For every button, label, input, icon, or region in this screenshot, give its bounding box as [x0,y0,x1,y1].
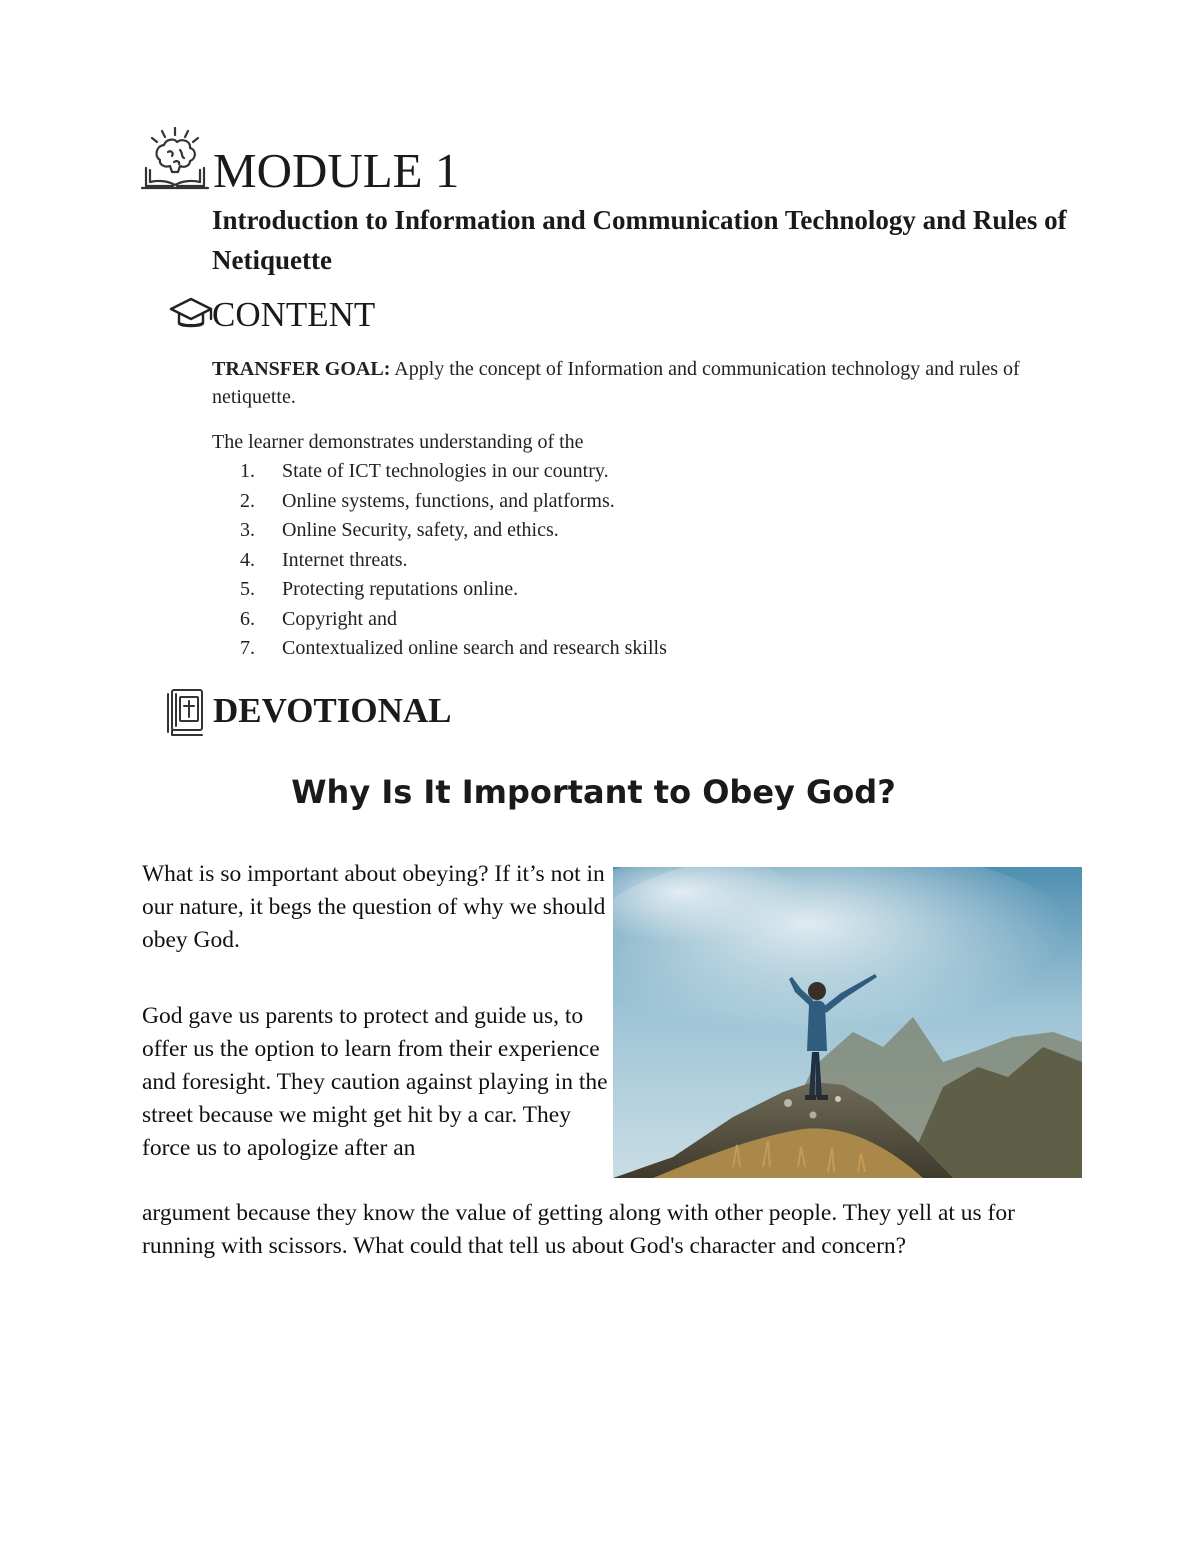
list-number: 1. [240,460,255,482]
list-number: 2. [240,489,255,512]
devotional-paragraph-2-continued: argument because they know the value of getting along with other people. They yell at us for running with scissors. What could that tell us about God's character and concern? [142,1200,1015,1259]
list-text: Online Security, safety, and ethics. [282,519,559,541]
list-item [240,575,667,605]
list-number: 7. [240,637,255,659]
list-number: 6. [240,607,255,630]
module-title: MODULE 1 [213,143,460,198]
devotional-paragraph-1: What is so important about obeying? If it’s not in our nature, it begs the question of why we should obey God. [142,861,606,953]
list-number: 3. [240,519,255,541]
list-item [240,605,667,635]
learning-outcomes-list [240,457,667,664]
list-text: Copyright and [282,607,397,630]
list-number: 5. [240,578,255,600]
list-item [240,546,667,576]
list-number: 4. [240,548,255,571]
devotional-title: Why Is It Important to Obey God? [291,773,896,811]
devotional-heading: DEVOTIONAL [213,691,452,730]
transfer-goal [212,355,1092,411]
list-text: Protecting reputations online. [282,578,519,600]
list-item [240,516,667,546]
transfer-goal-label: TRANSFER GOAL: [212,358,391,380]
list-text: Online systems, functions, and platforms. [282,489,615,512]
module-subtitle: Introduction to Information and Communication Technology and Rules of Netiquette [212,205,1067,275]
bible-icon [166,688,206,738]
learner-intro: The learner demonstrates understanding of the [212,431,584,453]
graduation-cap-icon [168,293,214,333]
list-text: State of ICT technologies in our country. [282,460,609,482]
list-text: Internet threats. [282,548,408,571]
list-item [240,457,667,487]
list-item [240,487,667,517]
list-item [240,634,667,664]
content-heading: CONTENT [212,295,376,334]
transfer-goal-text: Apply the concept of Information and communication technology and rules of netiquette. [212,358,1020,408]
list-text: Contextualized online search and research skills [282,637,667,659]
book-brain-icon [140,126,210,192]
person-arms-raised-on-mountain-photo [613,867,1082,1178]
devotional-paragraph-2: God gave us parents to protect and guide us, to offer us the option to learn from their experience and foresight. They caution against playing in the street because we might get hit by a car. They force us to apologize after an [142,1003,608,1161]
